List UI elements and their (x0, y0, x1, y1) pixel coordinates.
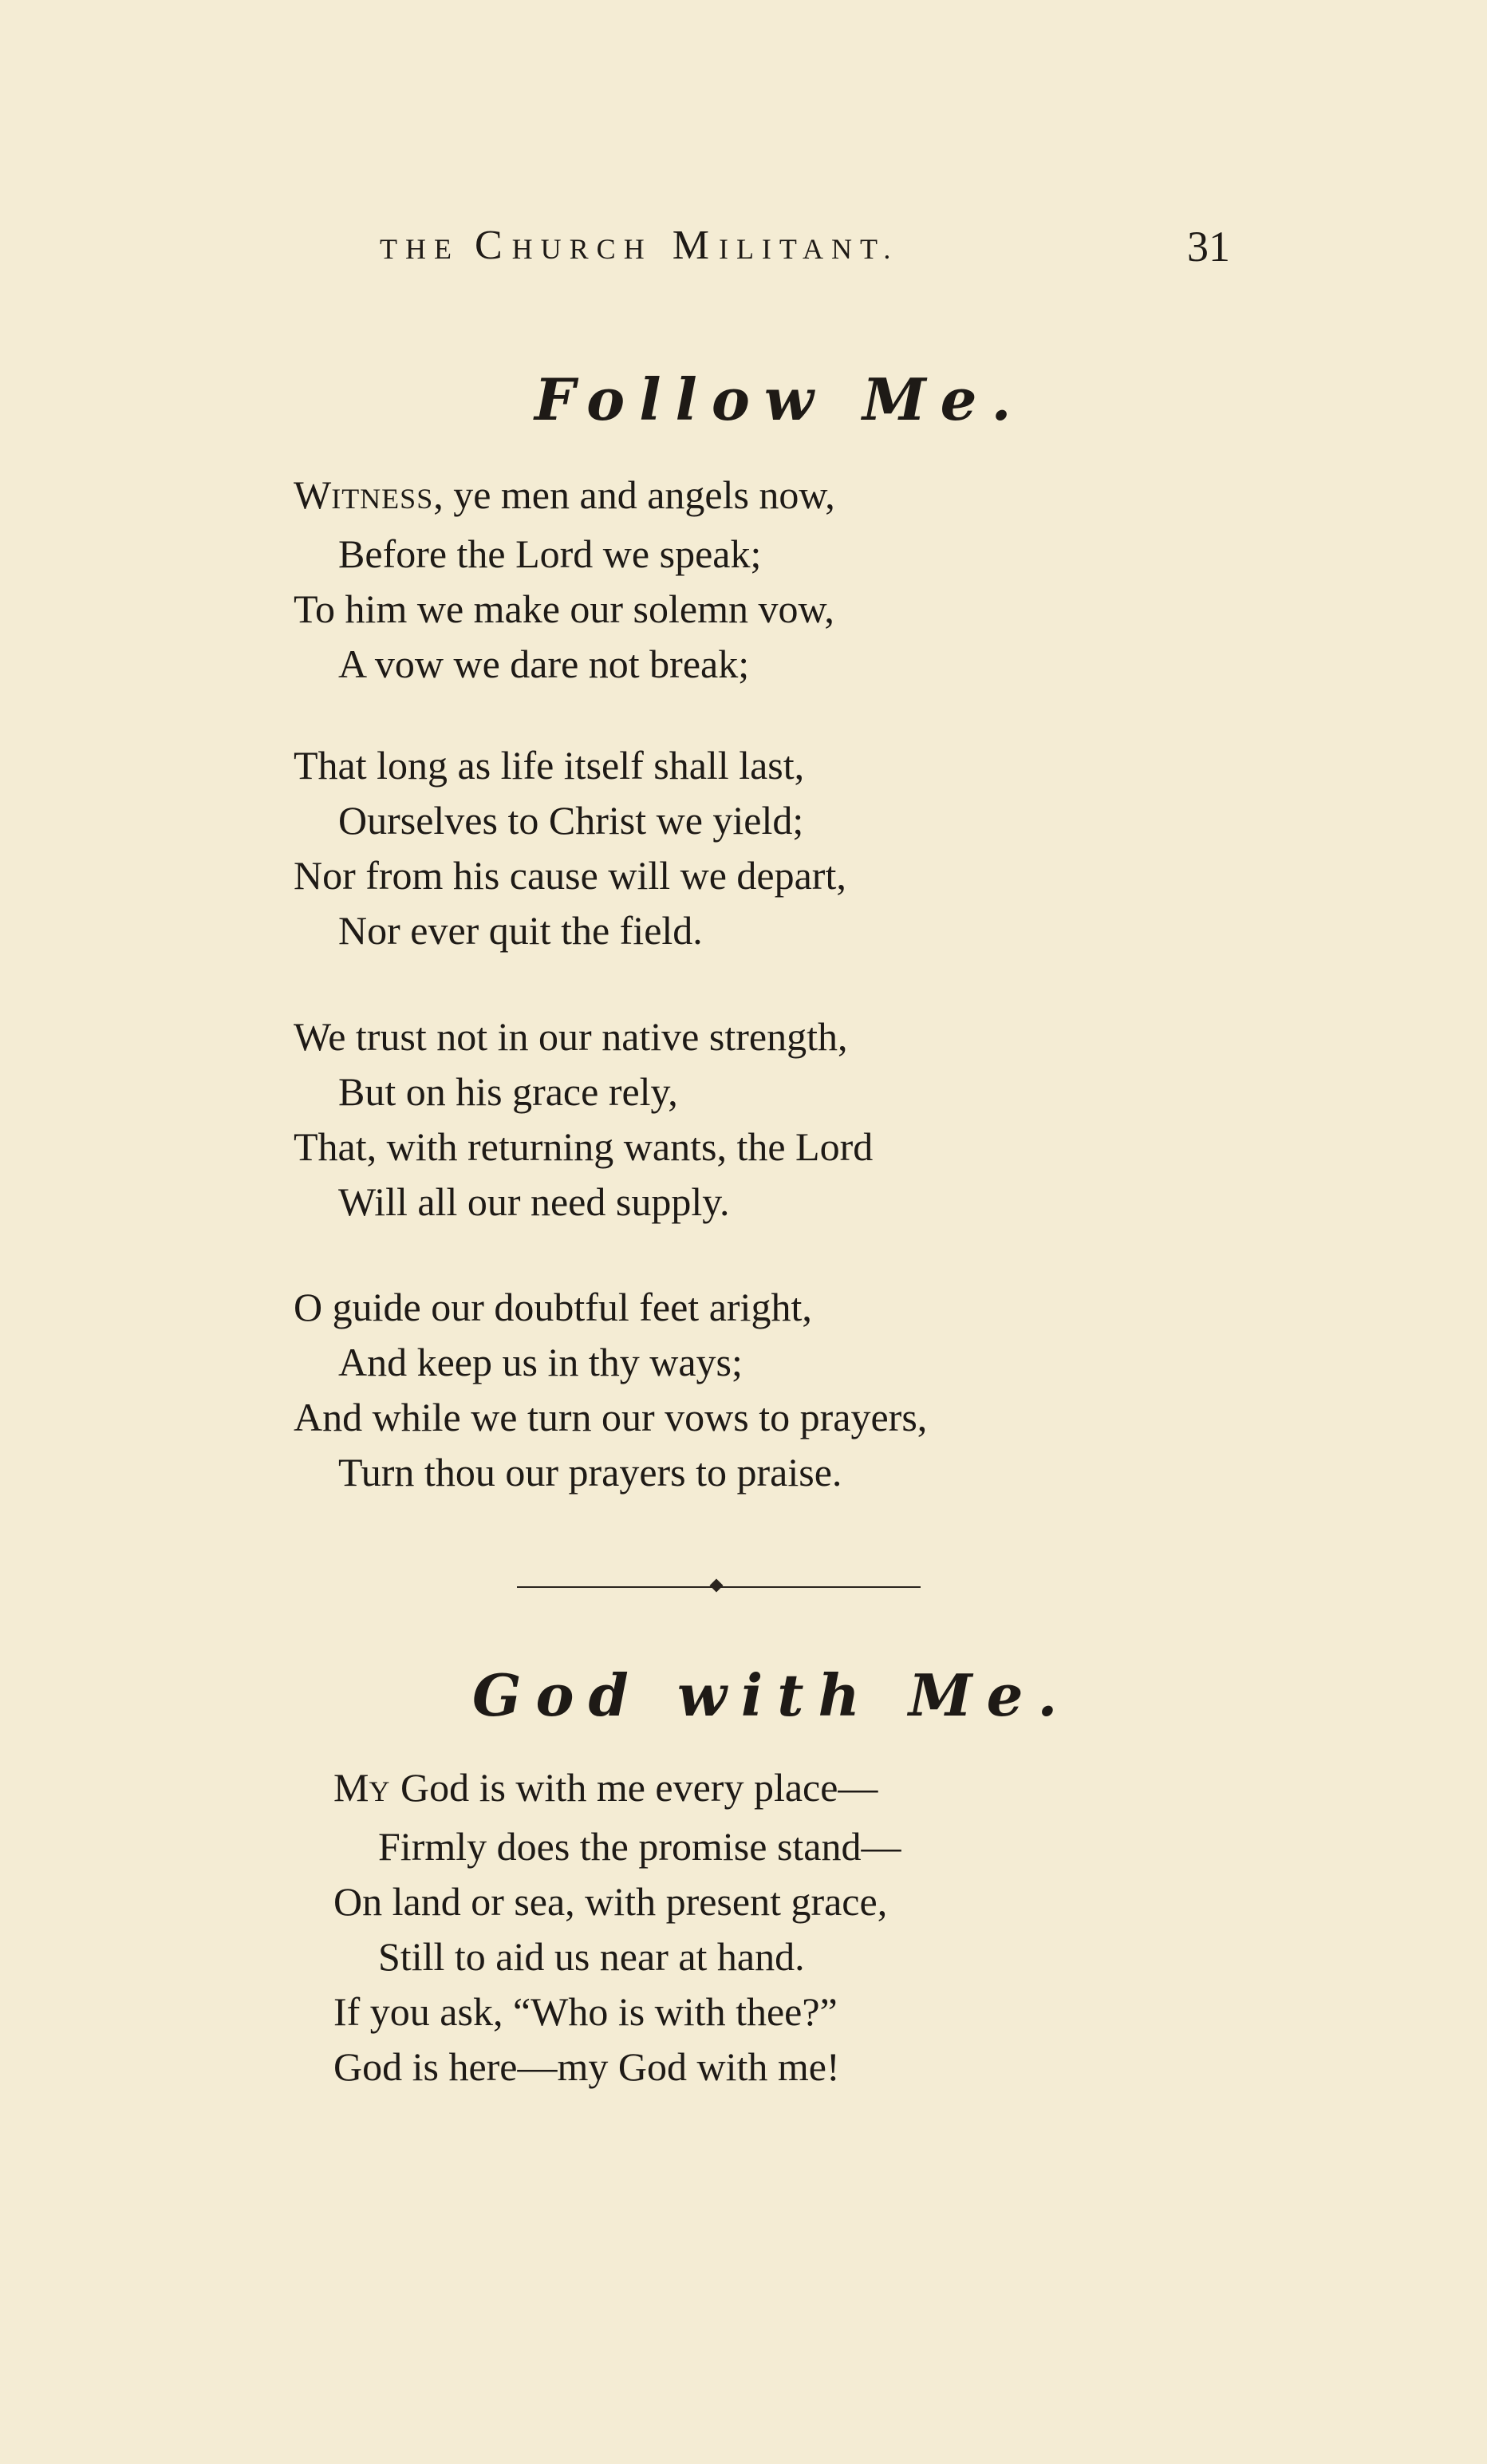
first-word-cap: M (333, 1765, 369, 1810)
poem-line: That long as life itself shall last, (294, 743, 805, 788)
poem-line: To him we make our solemn vow, (294, 586, 834, 631)
poem-line: Will all our need supply. (338, 1179, 730, 1224)
running-head (380, 222, 898, 269)
running-head-cap-c: C (474, 223, 512, 268)
poem-line: Nor ever quit the field. (338, 908, 703, 953)
poem-line: Ourselves to Christ we yield; (338, 798, 804, 843)
poem-line: And keep us in thy ways; (338, 1340, 743, 1384)
poem-line: Before the Lord we speak; (338, 531, 762, 576)
first-word-rest: ITNESS (331, 483, 434, 515)
stanza-2 (294, 738, 846, 958)
poem-line: O guide our doubtful feet aright, (294, 1285, 812, 1329)
poem-line (294, 468, 835, 527)
first-line-rest: , ye men and angels now, (433, 472, 835, 517)
poem-line: God is here—my God with me! (333, 2044, 840, 2089)
diamond-ornament-icon (710, 1579, 724, 1593)
poem-line: We trust not in our native strength, (294, 1014, 848, 1059)
stanza-3 (294, 1009, 873, 1230)
first-word-rest: Y (369, 1775, 391, 1807)
poem-line: On land or sea, with present grace, (333, 1879, 888, 1924)
stanza-1 (294, 468, 835, 692)
poem-line (333, 1760, 901, 1819)
poem-line: A vow we dare not break; (338, 642, 750, 686)
poem-line: And while we turn our vows to prayers, (294, 1395, 928, 1439)
poem-line: That, with returning wants, the Lord (294, 1124, 874, 1169)
section-divider (517, 1586, 921, 1588)
running-head-word1-rest: HURCH (511, 233, 653, 265)
running-head-space (653, 223, 673, 268)
poem-line: Still to aid us near at hand. (378, 1934, 805, 1979)
first-word-cap: W (294, 472, 332, 517)
poem-line: Nor from his cause will we depart, (294, 853, 846, 898)
poem-line: Firmly does the promise stand— (378, 1824, 901, 1869)
first-line-rest: God is with me every place— (390, 1765, 878, 1810)
running-head-cap-m: M (672, 223, 719, 268)
running-head-word2-rest: ILITANT. (718, 233, 899, 265)
running-head-prefix: THE (380, 233, 475, 265)
poem-line: Turn thou our prayers to praise. (338, 1450, 842, 1495)
poem2-body (333, 1760, 901, 2095)
poem-line: But on his grace rely, (338, 1069, 678, 1114)
page-number: 31 (1187, 223, 1230, 270)
poem-title-god-with-me: God with Me. (472, 1661, 1072, 1729)
stanza-4 (294, 1280, 927, 1500)
poem-line: If you ask, “Who is with thee?” (333, 1989, 838, 2034)
poem-title-follow-me: Follow Me. (534, 365, 1026, 433)
